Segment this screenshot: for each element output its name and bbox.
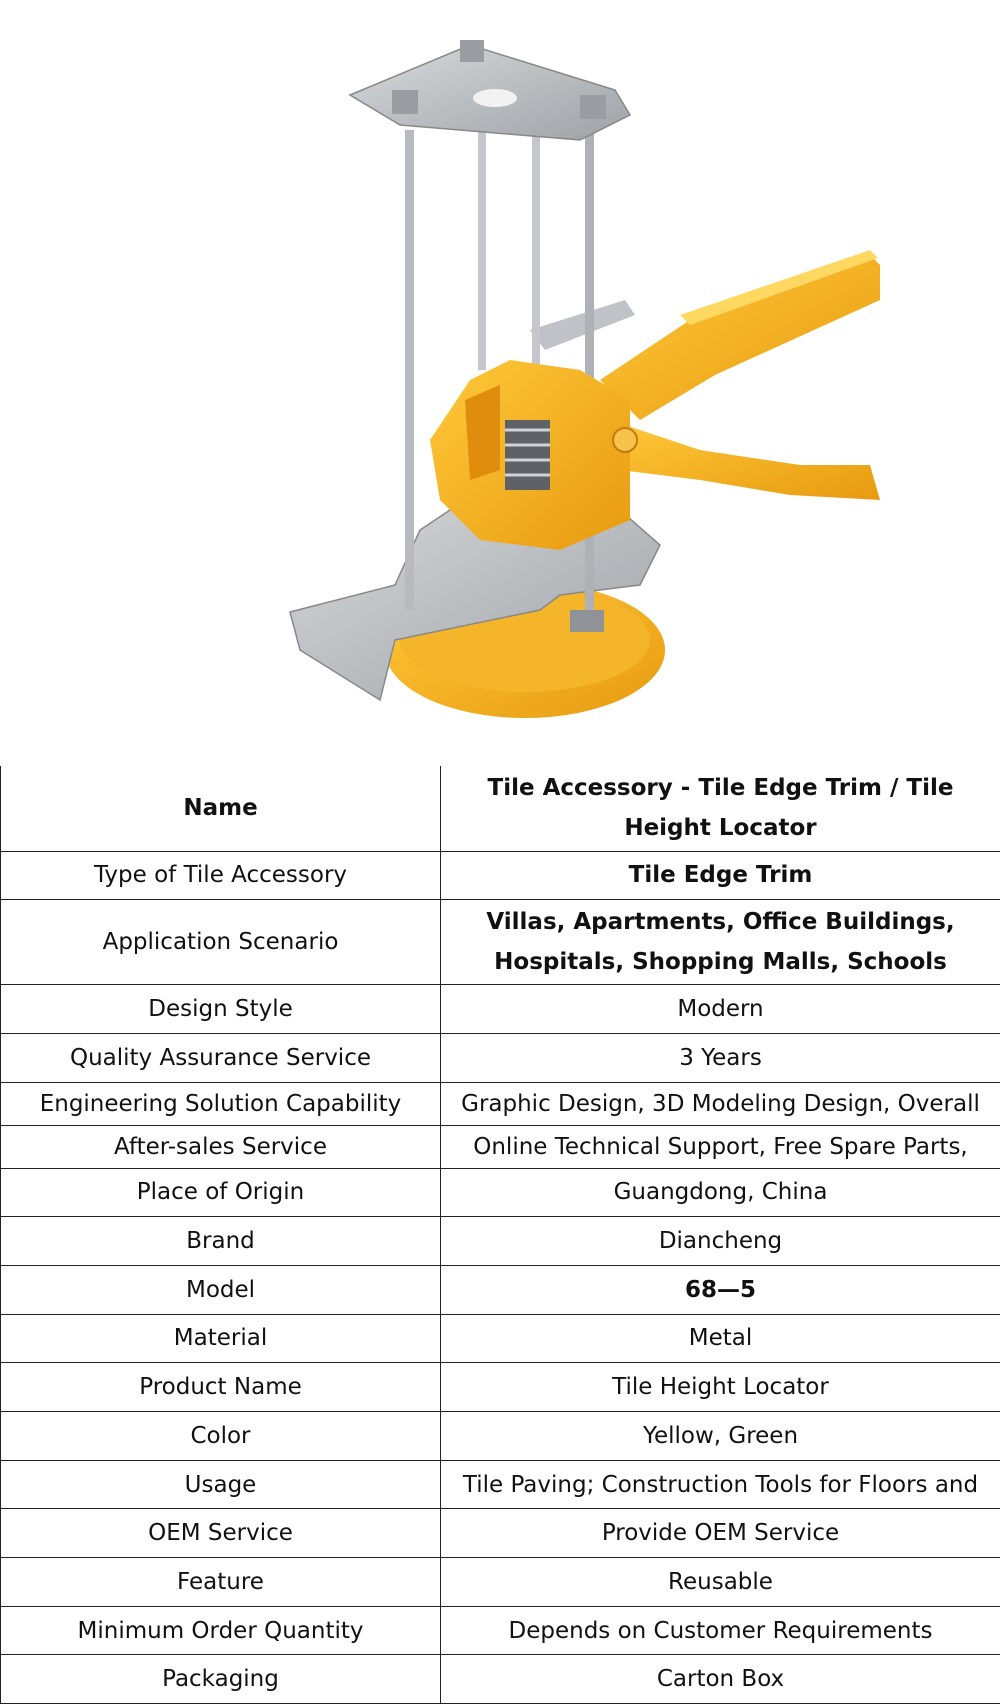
table-row — [1, 1314, 1000, 1363]
table-row — [1, 900, 1000, 985]
table-row — [1, 1168, 1000, 1217]
spec-value: Carton Box — [441, 1655, 1000, 1704]
spec-key: Engineering Solution Capability — [1, 1082, 441, 1125]
spec-key: Name — [1, 766, 441, 851]
table-row — [1, 1217, 1000, 1266]
spec-key: Design Style — [1, 985, 441, 1034]
spec-key: Material — [1, 1314, 441, 1363]
spec-key: Feature — [1, 1558, 441, 1607]
table-row — [1, 1033, 1000, 1082]
spec-value: Modern — [441, 985, 1000, 1034]
spec-key: Color — [1, 1412, 441, 1461]
spec-value: Graphic Design, 3D Modeling Design, Overall — [441, 1082, 1000, 1125]
table-row — [1, 1265, 1000, 1314]
spec-key: Place of Origin — [1, 1168, 441, 1217]
table-row — [1, 1606, 1000, 1655]
table-row — [1, 851, 1000, 900]
spec-key: After-sales Service — [1, 1125, 441, 1168]
spec-key: Application Scenario — [1, 900, 441, 985]
tile-locator-tool-icon — [290, 40, 880, 718]
spec-value: Villas, Apartments, Office Buildings, Hospitals, Shopping Malls, Schools — [441, 900, 1000, 985]
spec-value: Tile Edge Trim — [441, 851, 1000, 900]
spec-value: 3 Years — [441, 1033, 1000, 1082]
table-row — [1, 1412, 1000, 1461]
spec-value: Guangdong, China — [441, 1168, 1000, 1217]
spec-key: Model — [1, 1265, 441, 1314]
table-row — [1, 1082, 1000, 1125]
spec-key: Packaging — [1, 1655, 441, 1704]
spec-value: Online Technical Support, Free Spare Parts, — [441, 1125, 1000, 1168]
table-row — [1, 766, 1000, 851]
spec-value: Provide OEM Service — [441, 1509, 1000, 1558]
spec-key: Minimum Order Quantity — [1, 1606, 441, 1655]
spec-value: Metal — [441, 1314, 1000, 1363]
table-row — [1, 1558, 1000, 1607]
spec-value: Tile Height Locator — [441, 1363, 1000, 1412]
spec-key: Brand — [1, 1217, 441, 1266]
spec-value: Yellow, Green — [441, 1412, 1000, 1461]
spec-key: Usage — [1, 1460, 441, 1509]
spec-key: Product Name — [1, 1363, 441, 1412]
table-row — [1, 985, 1000, 1034]
spec-value: Diancheng — [441, 1217, 1000, 1266]
spec-value: Tile Paving; Construction Tools for Floors and — [441, 1460, 1000, 1509]
product-photo — [0, 0, 1000, 760]
spec-key: OEM Service — [1, 1509, 441, 1558]
spec-value: Tile Accessory - Tile Edge Trim / Tile Height Locator — [441, 766, 1000, 851]
spec-value: Reusable — [441, 1558, 1000, 1607]
spec-value: Depends on Customer Requirements — [441, 1606, 1000, 1655]
table-row — [1, 1363, 1000, 1412]
table-row — [1, 1125, 1000, 1168]
spec-value: 68—5 — [441, 1265, 1000, 1314]
table-row — [1, 1655, 1000, 1704]
spec-table — [0, 766, 1000, 1704]
table-row — [1, 1460, 1000, 1509]
spec-key: Quality Assurance Service — [1, 1033, 441, 1082]
spec-key: Type of Tile Accessory — [1, 851, 441, 900]
table-row — [1, 1509, 1000, 1558]
